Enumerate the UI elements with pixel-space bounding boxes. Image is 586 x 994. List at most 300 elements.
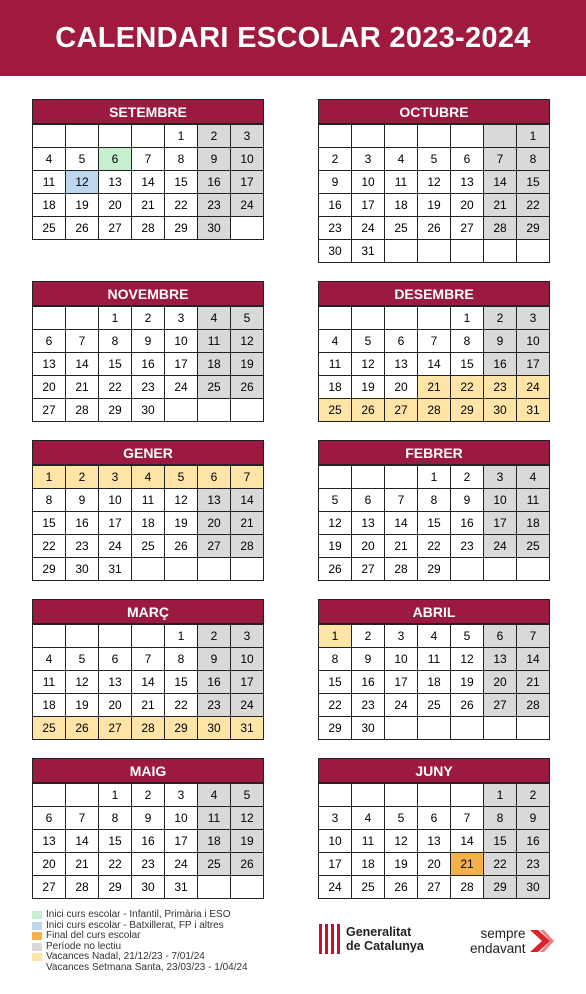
day-cell: 27 xyxy=(33,399,66,422)
day-cell: 17 xyxy=(165,830,198,853)
day-cell: 12 xyxy=(319,512,352,535)
day-cell: 2 xyxy=(517,784,550,807)
month-title: GENER xyxy=(32,440,264,465)
month-days-table xyxy=(318,306,550,422)
month-days-table xyxy=(318,783,550,899)
day-cell: 25 xyxy=(517,535,550,558)
day-cell: 28 xyxy=(66,876,99,899)
day-cell: 18 xyxy=(385,194,418,217)
month-days-table xyxy=(32,124,264,240)
day-cell: 7 xyxy=(418,330,451,353)
day-cell: 30 xyxy=(198,717,231,740)
day-cell: 3 xyxy=(484,466,517,489)
week-row xyxy=(319,307,550,330)
day-cell: 9 xyxy=(66,489,99,512)
day-cell: 14 xyxy=(66,830,99,853)
day-cell: 14 xyxy=(385,512,418,535)
day-cell: 12 xyxy=(418,171,451,194)
empty-cell xyxy=(517,717,550,740)
empty-cell xyxy=(99,625,132,648)
day-cell: 29 xyxy=(451,399,484,422)
empty-cell xyxy=(385,466,418,489)
day-cell: 24 xyxy=(319,876,352,899)
day-cell: 17 xyxy=(352,194,385,217)
week-row xyxy=(319,376,550,399)
day-cell: 18 xyxy=(517,512,550,535)
day-cell: 20 xyxy=(198,512,231,535)
day-cell: 6 xyxy=(352,489,385,512)
day-cell: 29 xyxy=(33,558,66,581)
day-cell: 6 xyxy=(33,807,66,830)
week-row xyxy=(319,217,550,240)
day-cell: 22 xyxy=(165,194,198,217)
week-row xyxy=(319,171,550,194)
day-cell: 18 xyxy=(198,353,231,376)
day-cell: 29 xyxy=(165,717,198,740)
day-cell: 13 xyxy=(33,353,66,376)
day-cell: 16 xyxy=(132,830,165,853)
legend-item xyxy=(32,931,248,942)
week-row xyxy=(319,853,550,876)
day-cell: 27 xyxy=(352,558,385,581)
day-cell: 11 xyxy=(352,830,385,853)
legend-label: Vacances Setmana Santa, 23/03/23 - 1/04/24 xyxy=(46,961,248,973)
day-cell: 21 xyxy=(484,194,517,217)
day-cell: 21 xyxy=(66,853,99,876)
day-cell: 26 xyxy=(231,376,264,399)
week-row xyxy=(319,125,550,148)
day-cell: 17 xyxy=(99,512,132,535)
day-cell: 27 xyxy=(99,717,132,740)
month-novembre xyxy=(32,281,264,422)
day-cell: 19 xyxy=(319,535,352,558)
empty-cell xyxy=(484,558,517,581)
day-cell: 21 xyxy=(517,671,550,694)
day-cell: 2 xyxy=(319,148,352,171)
month-title: MAIG xyxy=(32,758,264,783)
day-cell: 20 xyxy=(484,671,517,694)
day-cell: 10 xyxy=(352,171,385,194)
day-cell: 9 xyxy=(319,171,352,194)
empty-cell xyxy=(385,125,418,148)
day-cell: 17 xyxy=(385,671,418,694)
day-cell: 30 xyxy=(352,717,385,740)
day-cell: 28 xyxy=(132,717,165,740)
day-cell: 9 xyxy=(198,648,231,671)
week-row xyxy=(319,694,550,717)
empty-cell xyxy=(132,125,165,148)
day-cell: 25 xyxy=(132,535,165,558)
day-cell: 16 xyxy=(132,353,165,376)
day-cell: 1 xyxy=(319,625,352,648)
empty-cell xyxy=(33,625,66,648)
day-cell: 18 xyxy=(352,853,385,876)
day-cell: 14 xyxy=(451,830,484,853)
day-cell: 8 xyxy=(517,148,550,171)
day-cell: 25 xyxy=(418,694,451,717)
day-cell: 24 xyxy=(231,194,264,217)
month-maig xyxy=(32,758,264,899)
day-cell: 12 xyxy=(165,489,198,512)
day-cell: 21 xyxy=(132,694,165,717)
day-cell: 15 xyxy=(165,671,198,694)
day-cell: 27 xyxy=(418,876,451,899)
day-cell: 20 xyxy=(418,853,451,876)
day-cell: 17 xyxy=(517,353,550,376)
day-cell: 13 xyxy=(198,489,231,512)
empty-cell xyxy=(484,125,517,148)
day-cell: 17 xyxy=(484,512,517,535)
day-cell: 26 xyxy=(385,876,418,899)
day-cell: 30 xyxy=(319,240,352,263)
day-cell: 18 xyxy=(198,830,231,853)
day-cell: 15 xyxy=(517,171,550,194)
week-row xyxy=(33,671,264,694)
month-gener xyxy=(32,440,264,581)
day-cell: 10 xyxy=(484,489,517,512)
day-cell: 13 xyxy=(385,353,418,376)
week-row xyxy=(33,171,264,194)
day-cell: 29 xyxy=(99,876,132,899)
day-cell: 6 xyxy=(385,330,418,353)
sempre-line1: sempre xyxy=(480,926,526,941)
day-cell: 15 xyxy=(451,353,484,376)
sempre-endavant-text xyxy=(470,926,526,956)
month-days-table xyxy=(318,124,550,263)
day-cell: 2 xyxy=(198,625,231,648)
day-cell: 10 xyxy=(231,148,264,171)
day-cell: 6 xyxy=(99,148,132,171)
day-cell: 29 xyxy=(319,717,352,740)
day-cell: 19 xyxy=(451,671,484,694)
day-cell: 17 xyxy=(165,353,198,376)
generalitat-line2: de Catalunya xyxy=(346,939,424,953)
day-cell: 10 xyxy=(165,330,198,353)
empty-cell xyxy=(319,466,352,489)
day-cell: 19 xyxy=(231,830,264,853)
empty-cell xyxy=(352,125,385,148)
legend-label: Període no lectiu xyxy=(46,940,122,952)
week-row xyxy=(33,307,264,330)
empty-cell xyxy=(99,125,132,148)
day-cell: 27 xyxy=(484,694,517,717)
day-cell: 22 xyxy=(418,535,451,558)
generalitat-logo xyxy=(318,924,424,954)
day-cell: 15 xyxy=(418,512,451,535)
day-cell: 3 xyxy=(517,307,550,330)
day-cell: 30 xyxy=(198,217,231,240)
month-days-table xyxy=(318,624,550,740)
empty-cell xyxy=(385,717,418,740)
empty-cell xyxy=(319,125,352,148)
day-cell: 1 xyxy=(99,784,132,807)
week-row xyxy=(33,330,264,353)
legend xyxy=(32,910,248,973)
legend-swatch-yellow xyxy=(32,953,42,961)
day-cell: 19 xyxy=(66,194,99,217)
month-title: SETEMBRE xyxy=(32,99,264,124)
month-title: JUNY xyxy=(318,758,550,783)
day-cell: 8 xyxy=(484,807,517,830)
week-row xyxy=(319,240,550,263)
day-cell: 24 xyxy=(517,376,550,399)
day-cell: 5 xyxy=(231,307,264,330)
day-cell: 2 xyxy=(66,466,99,489)
day-cell: 26 xyxy=(66,717,99,740)
empty-cell xyxy=(319,307,352,330)
week-row xyxy=(33,512,264,535)
week-row xyxy=(319,717,550,740)
day-cell: 28 xyxy=(517,694,550,717)
day-cell: 20 xyxy=(33,376,66,399)
month-days-table xyxy=(32,624,264,740)
day-cell: 5 xyxy=(352,330,385,353)
legend-label: Inici curs escolar - Infantil, Primària i ESO xyxy=(46,909,231,920)
day-cell: 7 xyxy=(66,330,99,353)
page-header xyxy=(0,0,586,76)
day-cell: 22 xyxy=(99,376,132,399)
generalitat-line1: Generalitat xyxy=(346,925,412,939)
day-cell: 2 xyxy=(451,466,484,489)
day-cell: 31 xyxy=(99,558,132,581)
week-row xyxy=(33,558,264,581)
day-cell: 30 xyxy=(484,399,517,422)
empty-cell xyxy=(352,784,385,807)
day-cell: 27 xyxy=(99,217,132,240)
month-days-table xyxy=(32,783,264,899)
day-cell: 22 xyxy=(451,376,484,399)
day-cell: 1 xyxy=(33,466,66,489)
day-cell: 3 xyxy=(231,625,264,648)
week-row xyxy=(319,671,550,694)
day-cell: 24 xyxy=(352,217,385,240)
week-row xyxy=(319,353,550,376)
month-juny xyxy=(318,758,550,899)
week-row xyxy=(33,807,264,830)
day-cell: 29 xyxy=(99,399,132,422)
day-cell: 6 xyxy=(418,807,451,830)
day-cell: 8 xyxy=(99,807,132,830)
day-cell: 20 xyxy=(99,694,132,717)
day-cell: 23 xyxy=(198,694,231,717)
day-cell: 14 xyxy=(132,171,165,194)
empty-cell xyxy=(165,399,198,422)
empty-cell xyxy=(66,125,99,148)
week-row xyxy=(319,330,550,353)
week-row xyxy=(33,466,264,489)
week-row xyxy=(319,625,550,648)
day-cell: 1 xyxy=(451,307,484,330)
day-cell: 28 xyxy=(418,399,451,422)
day-cell: 1 xyxy=(165,625,198,648)
day-cell: 18 xyxy=(33,194,66,217)
week-row xyxy=(33,717,264,740)
day-cell: 31 xyxy=(165,876,198,899)
day-cell: 26 xyxy=(451,694,484,717)
month-title: MARÇ xyxy=(32,599,264,624)
month-octubre xyxy=(318,99,550,263)
empty-cell xyxy=(451,784,484,807)
day-cell: 19 xyxy=(418,194,451,217)
empty-cell xyxy=(418,307,451,330)
day-cell: 13 xyxy=(33,830,66,853)
empty-cell xyxy=(66,625,99,648)
day-cell: 7 xyxy=(66,807,99,830)
day-cell: 19 xyxy=(165,512,198,535)
day-cell: 11 xyxy=(132,489,165,512)
day-cell: 22 xyxy=(165,694,198,717)
day-cell: 23 xyxy=(198,194,231,217)
day-cell: 24 xyxy=(99,535,132,558)
day-cell: 25 xyxy=(385,217,418,240)
day-cell: 3 xyxy=(319,807,352,830)
week-row xyxy=(319,784,550,807)
day-cell: 10 xyxy=(231,648,264,671)
generalitat-text xyxy=(346,925,424,953)
day-cell: 3 xyxy=(99,466,132,489)
week-row xyxy=(33,194,264,217)
day-cell: 29 xyxy=(418,558,451,581)
day-cell: 22 xyxy=(484,853,517,876)
day-cell: 16 xyxy=(319,194,352,217)
week-row xyxy=(33,376,264,399)
day-cell: 16 xyxy=(352,671,385,694)
week-row xyxy=(319,194,550,217)
day-cell: 22 xyxy=(319,694,352,717)
day-cell: 2 xyxy=(352,625,385,648)
week-row xyxy=(33,853,264,876)
day-cell: 16 xyxy=(198,171,231,194)
week-row xyxy=(319,399,550,422)
day-cell: 22 xyxy=(517,194,550,217)
day-cell: 12 xyxy=(66,171,99,194)
week-row xyxy=(33,489,264,512)
day-cell: 27 xyxy=(33,876,66,899)
day-cell: 18 xyxy=(319,376,352,399)
week-row xyxy=(33,694,264,717)
day-cell: 9 xyxy=(517,807,550,830)
day-cell: 11 xyxy=(517,489,550,512)
day-cell: 8 xyxy=(99,330,132,353)
day-cell: 25 xyxy=(198,376,231,399)
day-cell: 16 xyxy=(517,830,550,853)
day-cell: 8 xyxy=(33,489,66,512)
day-cell: 9 xyxy=(132,807,165,830)
empty-cell xyxy=(198,399,231,422)
day-cell: 23 xyxy=(352,694,385,717)
legend-label: Vacances Nadal, 21/12/23 - 7/01/24 xyxy=(46,951,205,962)
day-cell: 30 xyxy=(66,558,99,581)
empty-cell xyxy=(451,240,484,263)
page-title: CALENDARI ESCOLAR 2023-2024 xyxy=(55,21,531,54)
week-row xyxy=(33,830,264,853)
day-cell: 10 xyxy=(385,648,418,671)
day-cell: 6 xyxy=(484,625,517,648)
day-cell: 3 xyxy=(231,125,264,148)
day-cell: 25 xyxy=(352,876,385,899)
day-cell: 4 xyxy=(418,625,451,648)
empty-cell xyxy=(33,125,66,148)
day-cell: 5 xyxy=(319,489,352,512)
day-cell: 5 xyxy=(165,466,198,489)
day-cell: 4 xyxy=(132,466,165,489)
week-row xyxy=(319,876,550,899)
day-cell: 23 xyxy=(132,376,165,399)
day-cell: 19 xyxy=(385,853,418,876)
week-row xyxy=(33,784,264,807)
week-row xyxy=(33,625,264,648)
day-cell: 30 xyxy=(132,399,165,422)
day-cell: 4 xyxy=(33,148,66,171)
day-cell: 11 xyxy=(319,353,352,376)
day-cell: 18 xyxy=(33,694,66,717)
day-cell: 8 xyxy=(451,330,484,353)
day-cell: 16 xyxy=(484,353,517,376)
month-days-table xyxy=(32,465,264,581)
day-cell: 4 xyxy=(33,648,66,671)
day-cell: 13 xyxy=(418,830,451,853)
day-cell: 19 xyxy=(352,376,385,399)
empty-cell xyxy=(132,558,165,581)
day-cell: 18 xyxy=(418,671,451,694)
empty-cell xyxy=(352,307,385,330)
month-title: DESEMBRE xyxy=(318,281,550,306)
day-cell: 16 xyxy=(66,512,99,535)
day-cell: 2 xyxy=(132,784,165,807)
day-cell: 25 xyxy=(33,217,66,240)
day-cell: 14 xyxy=(66,353,99,376)
day-cell: 1 xyxy=(484,784,517,807)
day-cell: 21 xyxy=(132,194,165,217)
empty-cell xyxy=(352,466,385,489)
day-cell: 24 xyxy=(385,694,418,717)
day-cell: 12 xyxy=(231,807,264,830)
day-cell: 14 xyxy=(231,489,264,512)
day-cell: 18 xyxy=(132,512,165,535)
day-cell: 8 xyxy=(418,489,451,512)
empty-cell xyxy=(319,784,352,807)
day-cell: 8 xyxy=(165,148,198,171)
day-cell: 5 xyxy=(66,648,99,671)
day-cell: 7 xyxy=(132,648,165,671)
empty-cell xyxy=(231,217,264,240)
day-cell: 4 xyxy=(198,307,231,330)
week-row xyxy=(33,125,264,148)
day-cell: 28 xyxy=(132,217,165,240)
day-cell: 7 xyxy=(517,625,550,648)
empty-cell xyxy=(231,876,264,899)
month-title: ABRIL xyxy=(318,599,550,624)
day-cell: 31 xyxy=(352,240,385,263)
day-cell: 7 xyxy=(451,807,484,830)
week-row xyxy=(319,148,550,171)
day-cell: 1 xyxy=(418,466,451,489)
day-cell: 17 xyxy=(319,853,352,876)
day-cell: 14 xyxy=(418,353,451,376)
day-cell: 16 xyxy=(198,671,231,694)
day-cell: 3 xyxy=(352,148,385,171)
day-cell: 7 xyxy=(231,466,264,489)
empty-cell xyxy=(231,399,264,422)
month-febrer xyxy=(318,440,550,581)
empty-cell xyxy=(132,625,165,648)
day-cell: 17 xyxy=(231,171,264,194)
day-cell: 13 xyxy=(352,512,385,535)
day-cell: 25 xyxy=(33,717,66,740)
week-row xyxy=(319,489,550,512)
day-cell: 31 xyxy=(517,399,550,422)
empty-cell xyxy=(231,558,264,581)
